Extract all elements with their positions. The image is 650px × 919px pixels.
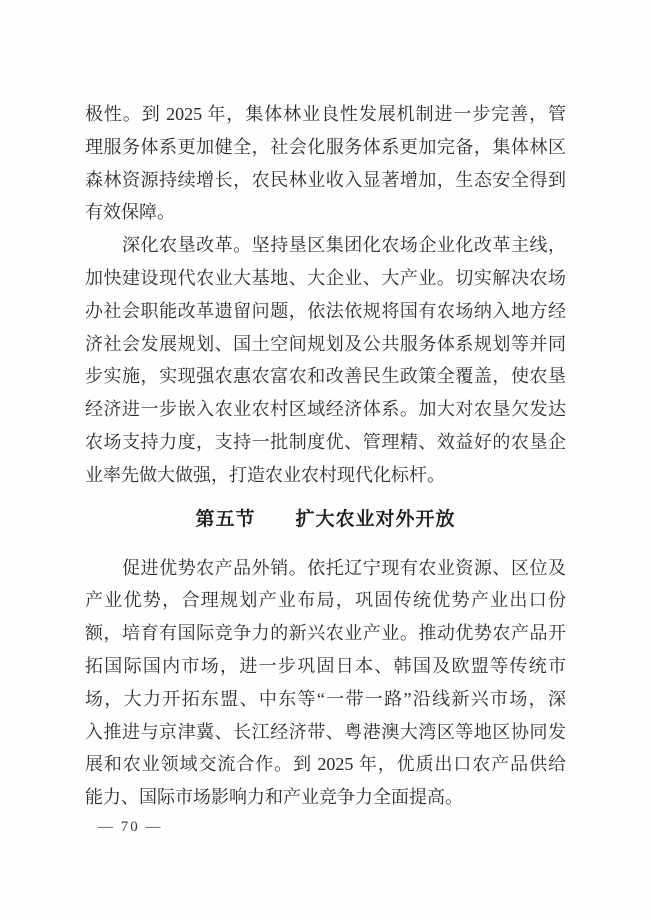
section-heading: 第五节 扩大农业对外开放 [195, 508, 456, 530]
paragraph-continued [85, 98, 566, 229]
text-line: 有效保障。 [85, 202, 175, 223]
paragraph-agricultural-opening [85, 552, 566, 814]
paragraph-nongken-reform [85, 229, 566, 491]
text-line: 办社会职能改革遗留问题，依法依规将国有农场纳入地方经 [85, 300, 566, 321]
text-line: 场，大力开拓东盟、中东等“一带一路”沿线新兴市场，深 [85, 688, 566, 709]
text-line: 农场支持力度，支持一批制度优、管理精、效益好的农垦企 [85, 431, 566, 452]
text-line: 经济进一步嵌入农业农村区域经济体系。加大对农垦欠发达 [85, 399, 566, 420]
text-line: 理服务体系更加健全，社会化服务体系更加完备，集体林区 [85, 136, 566, 157]
text-line: 森林资源持续增长，农民林业收入显著增加，生态安全得到 [85, 169, 566, 190]
text-line: 极性。到 2025 年，集体林业良性发展机制进一步完善，管 [85, 104, 566, 124]
text-line: 产业优势，合理规划产业布局，巩固传统优势产业出口份 [85, 590, 566, 611]
page-number: — 70 — [98, 818, 163, 835]
text-line: 深化农垦改革。坚持垦区集团化农场企业化改革主线， [85, 235, 566, 256]
text-line: 步实施，实现强农惠农富农和改善民生政策全覆盖，使农垦 [85, 366, 566, 387]
text-line: 业率先做大做强，打造农业农村现代化标杆。 [85, 464, 445, 485]
text-line: 拓国际国内市场，进一步巩固日本、韩国及欧盟等传统市 [85, 655, 566, 676]
text-line: 入推进与京津冀、长江经济带、粤港澳大湾区等地区协同发 [85, 721, 566, 742]
text-line: 加快建设现代农业大基地、大企业、大产业。切实解决农场 [85, 267, 566, 288]
text-line: 能力、国际市场影响力和产业竞争力全面提高。 [85, 787, 463, 808]
text-line: 促进优势农产品外销。依托辽宁现有农业资源、区位及 [85, 557, 566, 578]
text-line: 额，培育有国际竞争力的新兴农业产业。推动优势农产品开 [85, 623, 566, 644]
text-line: 济社会发展规划、国土空间规划及公共服务体系规划等并同 [85, 333, 566, 354]
text-line: 展和农业领域交流合作。到 2025 年，优质出口农产品供给 [85, 754, 566, 775]
